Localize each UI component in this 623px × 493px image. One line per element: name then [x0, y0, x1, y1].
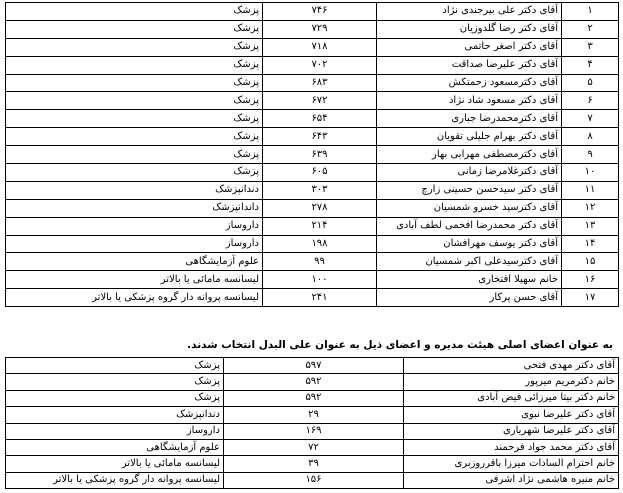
cell-idx: ۵	[562, 74, 619, 92]
cell-idx: ۱۱	[562, 181, 619, 199]
table-row	[6, 128, 619, 146]
cell-role: لیسانسه پروانه دار گروه پزشکی یا بالاتر	[6, 472, 224, 488]
cell-role: علوم آزمایشگاهی	[6, 439, 224, 455]
cell-name: آقای دکتر علی بیرجندی نژاد	[377, 3, 562, 21]
cell-role: پزشک	[6, 20, 263, 38]
cell-name: آقای دکتر علیرضا نبوی	[404, 407, 619, 423]
cell-idx: ۳	[562, 38, 619, 56]
cell-name: آقای حسن پرکار	[377, 289, 562, 307]
table-row	[6, 439, 619, 455]
cell-role: داروساز	[6, 235, 263, 253]
cell-num: ۶۳۹	[263, 146, 377, 164]
cell-role: لیسانسه مامائی یا بالاتر	[6, 271, 263, 289]
cell-name: آقای دکتر رضا گلدوزیان	[377, 20, 562, 38]
cell-num: ۵۹۲	[224, 390, 404, 406]
cell-name: آقای دکتر علیرضا صداقت	[377, 56, 562, 74]
cell-role: دندانپزشک	[6, 407, 224, 423]
cell-num: ۹۹	[263, 253, 377, 271]
table-row	[6, 456, 619, 472]
cell-idx: ۱۶	[562, 271, 619, 289]
cell-name: آقای دکترسیدعلی اکبر شمسیان	[377, 253, 562, 271]
table-row	[6, 3, 619, 21]
table-row	[6, 390, 619, 406]
cell-num: ۵۹۷	[224, 358, 404, 374]
cell-name: آقای دکترمصطفی مهرابی بهار	[377, 146, 562, 164]
cell-role: داروساز	[6, 217, 263, 235]
cell-num: ۳۰۳	[263, 181, 377, 199]
cell-name: خانم دکترمریم میرپور	[404, 374, 619, 390]
table-row	[6, 271, 619, 289]
cell-idx: ۱۷	[562, 289, 619, 307]
cell-num: ۶۰۵	[263, 164, 377, 182]
cell-idx: ۹	[562, 146, 619, 164]
table-row	[6, 56, 619, 74]
table-row	[6, 253, 619, 271]
cell-idx: ۸	[562, 128, 619, 146]
cell-name: آقای دکتر مسعود شاد نژاد	[377, 92, 562, 110]
cell-name: خانم احترام السادات میرزا باقرروزبری	[404, 456, 619, 472]
cell-role: لیسانسه مامائی یا بالاتر	[6, 456, 224, 472]
cell-idx: ۱۵	[562, 253, 619, 271]
cell-name: آقای دکتر یوسف مهرافشان	[377, 235, 562, 253]
cell-role: پزشک	[6, 38, 263, 56]
cell-num: ۱۹۸	[263, 235, 377, 253]
cell-num: ۷۰۲	[263, 56, 377, 74]
cell-num: ۲۷۸	[263, 199, 377, 217]
section-heading: به عنوان اعضای اصلی هیئت مدیره و اعضای ذیل به عنوان علی البدل انتخاب شدند.	[187, 339, 613, 351]
cell-name: آقای دکتر بهرام جلیلی تقویان	[377, 128, 562, 146]
cell-num: ۱۵۶	[224, 472, 404, 488]
cell-num: ۶۵۴	[263, 110, 377, 128]
cell-num: ۶۷۲	[263, 92, 377, 110]
table-row	[6, 472, 619, 488]
cell-num: ۷۱۸	[263, 38, 377, 56]
table-row	[6, 110, 619, 128]
cell-idx: ۷	[562, 110, 619, 128]
cell-role: پزشک	[6, 164, 263, 182]
cell-role: دندانپزشک	[6, 181, 263, 199]
cell-idx: ۲	[562, 20, 619, 38]
cell-name: آقای دکترمحمدرضا جباری	[377, 110, 562, 128]
cell-num: ۷۴۶	[263, 3, 377, 21]
cell-num: ۳۹	[224, 456, 404, 472]
cell-name: خانم دکتر بیتا میرزائی فیض آبادی	[404, 390, 619, 406]
table-row	[6, 92, 619, 110]
cell-num: ۶۴۳	[263, 128, 377, 146]
cell-name: آقای دکترمسعود زحمتکش	[377, 74, 562, 92]
table-row	[6, 235, 619, 253]
cell-role: علوم آزمایشگاهی	[6, 253, 263, 271]
alternate-members-table	[5, 357, 619, 489]
cell-name: خانم منیره هاشمی نژاد اشرفی	[404, 472, 619, 488]
cell-role: پزشک	[6, 374, 224, 390]
cell-idx: ۱۲	[562, 199, 619, 217]
cell-role: پزشک	[6, 3, 263, 21]
cell-num: ۱۰۰	[263, 271, 377, 289]
cell-role: داندانپزشک	[6, 199, 263, 217]
cell-role: داروساز	[6, 423, 224, 439]
cell-role: پزشک	[6, 92, 263, 110]
cell-num: ۵۹۲	[224, 374, 404, 390]
table-row	[6, 289, 619, 307]
cell-role: پزشک	[6, 358, 224, 374]
cell-idx: ۱	[562, 3, 619, 21]
cell-idx: ۴	[562, 56, 619, 74]
cell-role: پزشک	[6, 128, 263, 146]
cell-num: ۷۲۹	[263, 20, 377, 38]
table-row	[6, 74, 619, 92]
cell-name: آقای دکتر محمد جواد فرحمند	[404, 439, 619, 455]
table-row	[6, 164, 619, 182]
table-row	[6, 20, 619, 38]
cell-name: آقای دکترغلامرضا زمانی	[377, 164, 562, 182]
table-row	[6, 358, 619, 374]
table-row	[6, 217, 619, 235]
table-row	[6, 374, 619, 390]
table-row	[6, 146, 619, 164]
cell-role: پزشک	[6, 56, 263, 74]
cell-num: ۶۸۳	[263, 74, 377, 92]
cell-name: آقای دکتر مهدی فتحی	[404, 358, 619, 374]
cell-name: آقای دکتر اصغر حاتمی	[377, 38, 562, 56]
cell-role: پزشک	[6, 74, 263, 92]
cell-num: ۱۶۹	[224, 423, 404, 439]
cell-num: ۲۱۴	[263, 217, 377, 235]
cell-role: پزشک	[6, 390, 224, 406]
table-row	[6, 181, 619, 199]
cell-idx: ۱۳	[562, 217, 619, 235]
table-row	[6, 423, 619, 439]
cell-name: آقای دکتر سیدحسن حسینی زارچ	[377, 181, 562, 199]
cell-name: خانم سهیلا افتخاری	[377, 271, 562, 289]
cell-role: لیسانسه پروانه دار گروه پزشکی یا بالاتر	[6, 289, 263, 307]
cell-num: ۲۴۱	[263, 289, 377, 307]
cell-idx: ۶	[562, 92, 619, 110]
cell-role: پزشک	[6, 110, 263, 128]
cell-name: آقای دکتر علیرضا شهریاری	[404, 423, 619, 439]
cell-idx: ۱۰	[562, 164, 619, 182]
cell-num: ۷۲	[224, 439, 404, 455]
table-row	[6, 407, 619, 423]
main-board-table	[5, 2, 619, 307]
cell-idx: ۱۴	[562, 235, 619, 253]
cell-role: پزشک	[6, 146, 263, 164]
cell-name: آقای دکترسید خسرو شمسیان	[377, 199, 562, 217]
cell-name: آقای دکتر محمدرضا افخمی لطف آبادی	[377, 217, 562, 235]
table-row	[6, 38, 619, 56]
table-row	[6, 199, 619, 217]
cell-num: ۲۹	[224, 407, 404, 423]
